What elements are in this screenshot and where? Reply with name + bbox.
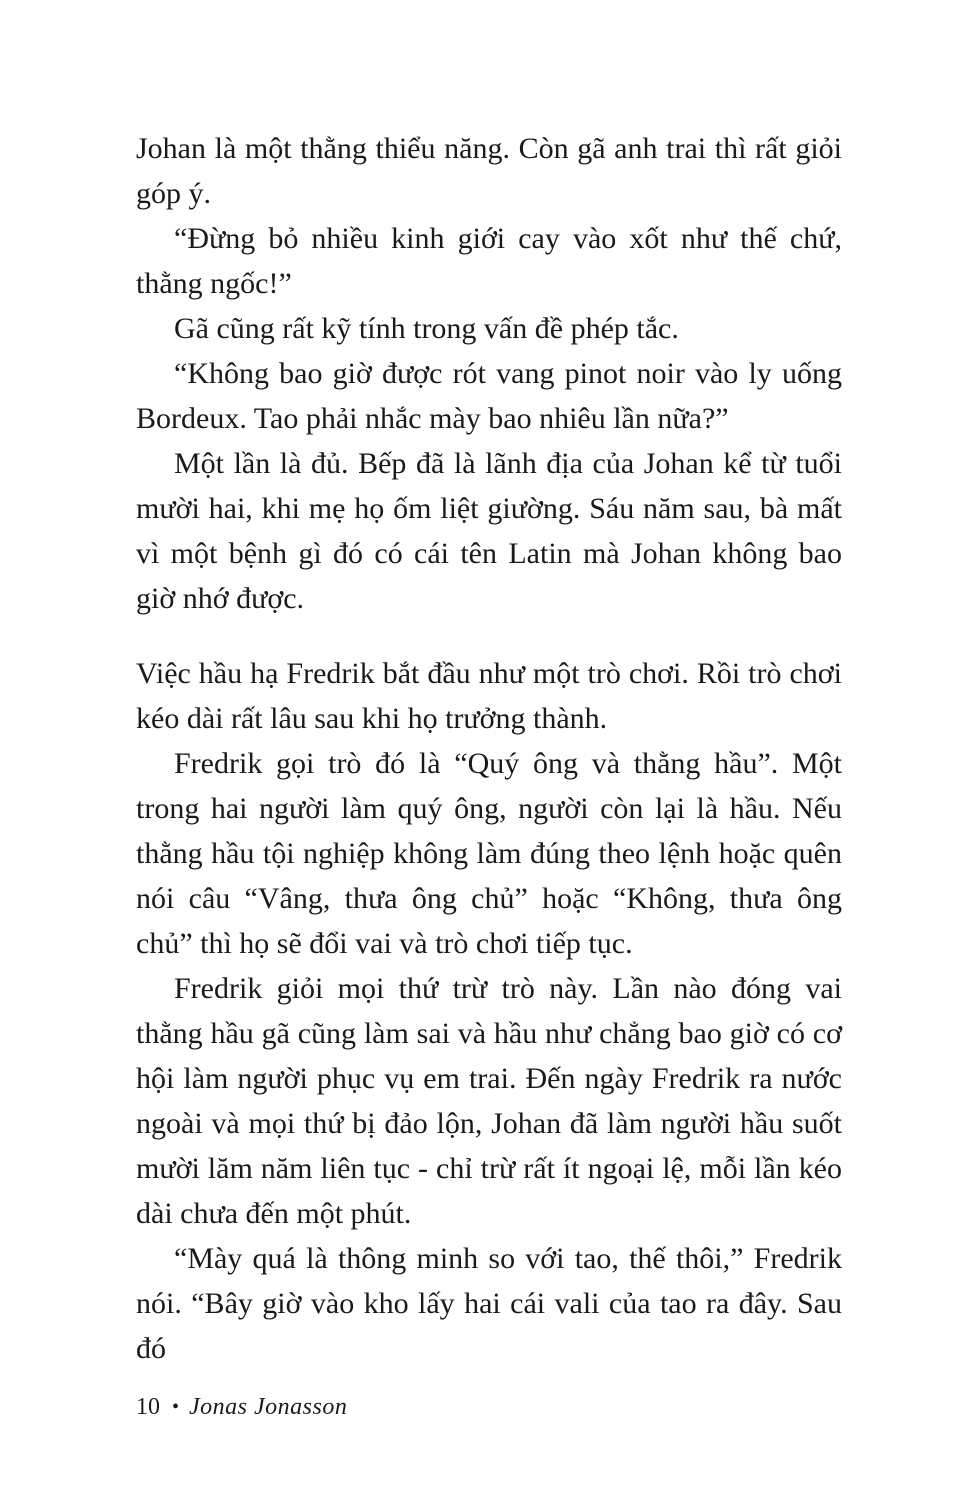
page-number: 10 bbox=[136, 1394, 160, 1420]
section-one bbox=[136, 126, 842, 621]
author-name: Jonas Jonasson bbox=[189, 1394, 348, 1420]
paragraph: “Đừng bỏ nhiều kinh giới cay vào xốt như thế chứ, thằng ngốc!” bbox=[136, 222, 842, 300]
paragraph: Một lần là đủ. Bếp đã là lãnh địa của Johan kể từ tuổi mười hai, khi mẹ họ ốm liệt giường. Sáu năm sau, bà mất vì một bệnh gì đó có cái tên Latin mà Johan không bao giờ nhớ được. bbox=[136, 447, 842, 615]
paragraph: Việc hầu hạ Fredrik bắt đầu như một trò chơi. Rồi trò chơi kéo dài rất lâu sau khi họ trưởng thành. bbox=[136, 657, 842, 735]
paragraph: “Mày quá là thông minh so với tao, thế thôi,” Fredrik nói. “Bây giờ vào kho lấy hai cái vali của tao ra đây. Sau đó bbox=[136, 1242, 842, 1365]
paragraph: Fredrik giỏi mọi thứ trừ trò này. Lần nào đóng vai thằng hầu gã cũng làm sai và hầu như chẳng bao giờ có cơ hội làm người phục vụ em trai. Đến ngày Fredrik ra nước ngoài và mọi thứ bị đảo lộn, Johan đã làm người hầu suốt mười lăm năm liên tục - chỉ trừ rất ít ngoại lệ, mỗi lần kéo dài chưa đến một phút. bbox=[136, 972, 842, 1230]
paragraph: Gã cũng rất kỹ tính trong vấn đề phép tắc. bbox=[174, 312, 679, 345]
paragraph: Johan là một thằng thiểu năng. Còn gã anh trai thì rất giỏi góp ý. bbox=[136, 132, 842, 210]
page-footer bbox=[136, 1390, 347, 1425]
section-two bbox=[136, 651, 842, 1371]
bullet-separator: • bbox=[172, 1396, 180, 1418]
paragraph: “Không bao giờ được rót vang pinot noir vào ly uống Bordeux. Tao phải nhắc mày bao nhiêu lần nữa?” bbox=[136, 357, 842, 435]
paragraph: Fredrik gọi trò đó là “Quý ông và thằng hầu”. Một trong hai người làm quý ông, người còn lại là hầu. Nếu thằng hầu tội nghiệp không làm đúng theo lệnh hoặc quên nói câu “Vâng, thưa ông chủ” hoặc “Không, thưa ông chủ” thì họ sẽ đổi vai và trò chơi tiếp tục. bbox=[136, 747, 842, 960]
